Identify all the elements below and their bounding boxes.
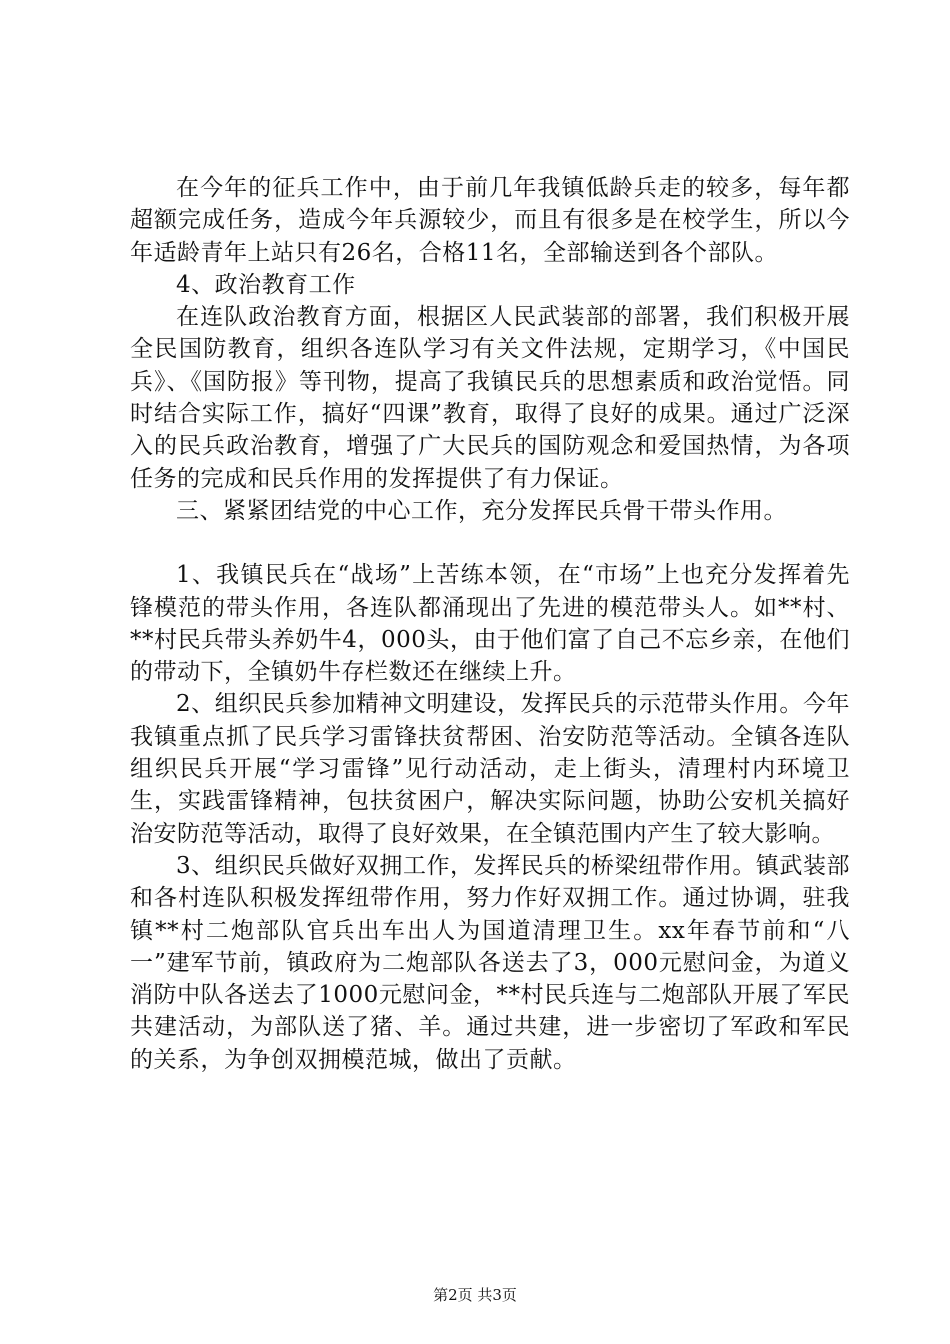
section-heading-three: 三、紧紧团结党的中心工作，充分发挥民兵骨干带头作用。 <box>176 497 787 524</box>
blank-line <box>130 527 850 559</box>
paragraph-political-education: 在连队政治教育方面，根据区人民武装部的部署，我们积极开展全民国防教育，组织各连队学习有关文件法规，定期学习，《中国民兵》、《国防报》等刊物，提高了我镇民兵的思想素质和政治觉悟。同时结合实际工作，搞好“四课”教育，取得了良好的成果。通过广泛深入的民兵政治教育，增强了广大民兵的国防观念和爱国热情，为各项任务的完成和民兵作用的发挥提供了有力保证。 <box>130 304 850 492</box>
page-footer: 第2页 共3页 <box>433 1286 517 1304</box>
section-heading-political-education: 4、政治教育工作 <box>176 271 356 298</box>
document-body <box>130 172 850 1076</box>
paragraph-item-2: 2、组织民兵参加精神文明建设，发挥民兵的示范带头作用。今年我镇重点抓了民兵学习雷锋扶贫帮困、治安防范等活动。全镇各连队组织民兵开展“学习雷锋”见行动活动，走上街头，清理村内环境卫生，实践雷锋精神，包扶贫困户，解决实际问题，协助公安机关搞好治安防范等活动，取得了良好效果，在全镇范围内产生了较大影响。 <box>130 691 850 847</box>
paragraph-conscription: 在今年的征兵工作中，由于前几年我镇低龄兵走的较多，每年都超额完成任务，造成今年兵源较少，而且有很多是在校学生，所以今年适龄青年上站只有26名，合格11名，全部输送到各个部队。 <box>130 175 850 266</box>
paragraph-item-1: 1、我镇民兵在“战场”上苦练本领，在“市场”上也充分发挥着先锋模范的带头作用，各连队都涌现出了先进的模范带头人。如**村、**村民兵带头养奶牛4，000头，由于他们富了自己不忘乡亲，在他们的带动下，全镇奶牛存栏数还在继续上升。 <box>130 562 850 686</box>
paragraph-item-3: 3、组织民兵做好双拥工作，发挥民兵的桥梁纽带作用。镇武装部和各村连队积极发挥纽带作用，努力作好双拥工作。通过协调，驻我镇**村二炮部队官兵出车出人为国道清理卫生。xx年春节前和“八一”建军节前，镇政府为二炮部队各送去了3，000元慰问金，为道义消防中队各送去了1000元慰问金，**村民兵连与二炮部队开展了军民共建活动，为部队送了猪、羊。通过共建，进一步密切了军政和军民的关系，为争创双拥模范城，做出了贡献。 <box>130 852 850 1073</box>
